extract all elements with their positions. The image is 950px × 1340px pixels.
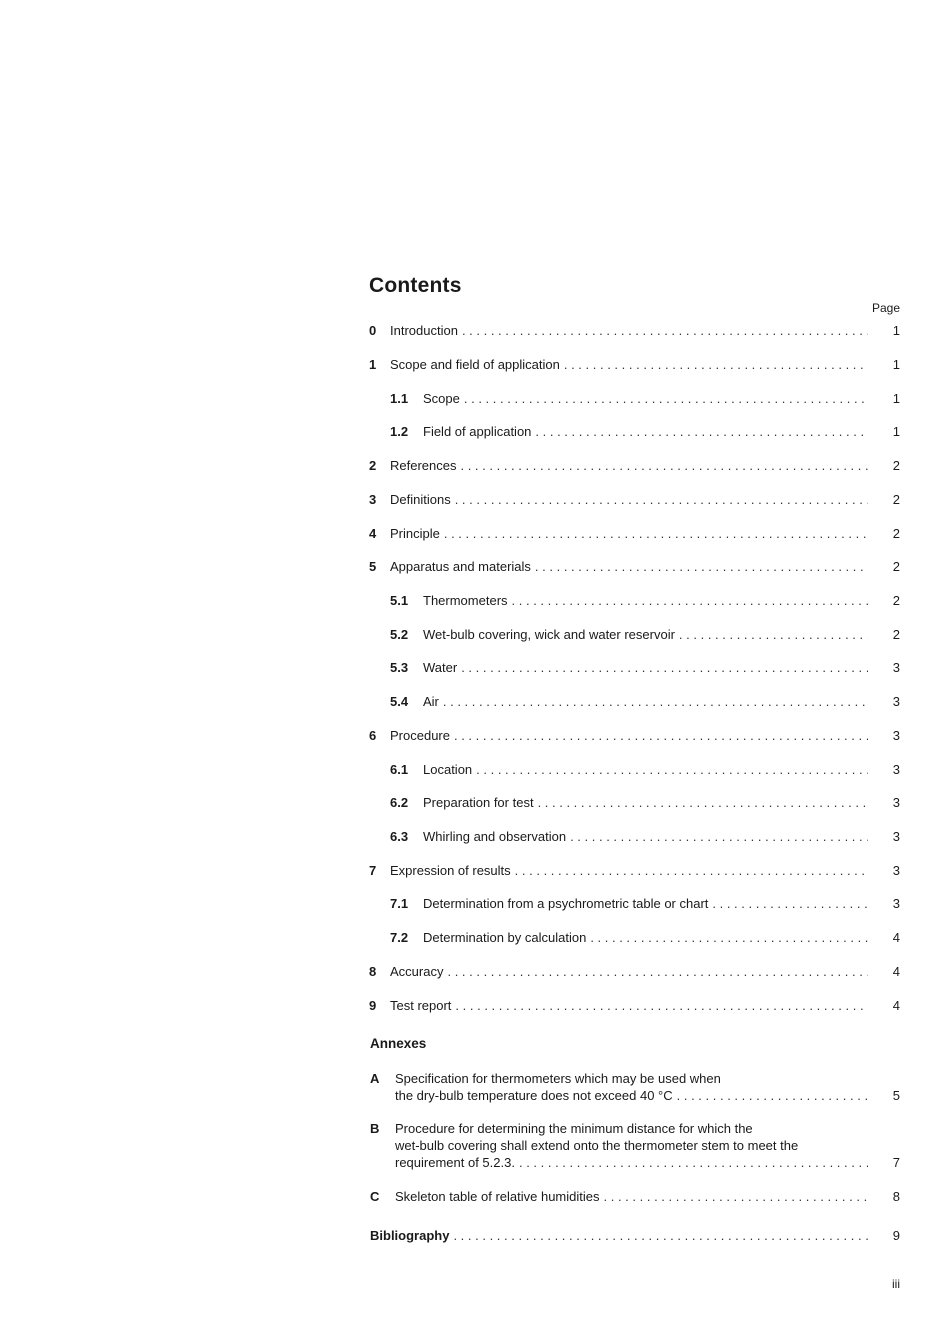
dot-leader bbox=[461, 660, 868, 675]
dot-leader bbox=[535, 559, 868, 574]
toc-entry[interactable] bbox=[369, 998, 900, 1018]
toc-entry-page: 2 bbox=[892, 627, 900, 642]
annex-entry[interactable] bbox=[370, 1120, 900, 1171]
toc-entry[interactable] bbox=[369, 964, 900, 984]
annex-page: 7 bbox=[892, 1155, 900, 1170]
page-title: Contents bbox=[369, 274, 462, 297]
page-folio: iii bbox=[892, 1277, 900, 1291]
dot-leader bbox=[455, 492, 868, 507]
toc-entry-number: 6.3 bbox=[390, 829, 409, 844]
toc-entry-label: Accuracy bbox=[390, 964, 444, 979]
toc-entry-page: 3 bbox=[892, 863, 900, 878]
toc-entry-page: 2 bbox=[892, 559, 900, 574]
toc-entry[interactable] bbox=[369, 795, 900, 815]
toc-entry-page: 4 bbox=[892, 930, 900, 945]
toc-entry-label: Water bbox=[423, 660, 458, 675]
toc-entry-label: Wet-bulb covering, wick and water reservoir bbox=[423, 627, 675, 642]
dot-leader bbox=[570, 829, 868, 844]
toc-entry-number: 1.1 bbox=[390, 391, 409, 406]
toc-entry-label: Apparatus and materials bbox=[390, 559, 531, 574]
annex-entry[interactable] bbox=[370, 1188, 900, 1205]
annex-title-line: the dry-bulb temperature does not exceed 40 °C bbox=[395, 1088, 673, 1103]
toc-entry-number: 9 bbox=[369, 998, 377, 1013]
toc-entry-number: 7.1 bbox=[390, 896, 409, 911]
dot-leader bbox=[453, 1228, 868, 1243]
dot-leader bbox=[464, 391, 868, 406]
toc-entry-label: Determination from a psychrometric table or chart bbox=[423, 896, 709, 911]
toc-entry-label: Definitions bbox=[390, 492, 451, 507]
toc-entry-label: Introduction bbox=[390, 323, 458, 338]
toc-entry-number: 8 bbox=[369, 964, 377, 979]
dot-leader bbox=[515, 863, 868, 878]
toc-entry-page: 3 bbox=[892, 660, 900, 675]
toc-entry-label: Air bbox=[423, 694, 439, 709]
page-column-header: Page bbox=[871, 301, 900, 315]
toc-entry-label: Whirling and observation bbox=[423, 829, 567, 844]
toc-entry[interactable] bbox=[369, 492, 900, 512]
toc-entry-number: 1 bbox=[369, 357, 377, 372]
dot-leader bbox=[604, 1188, 868, 1205]
toc-entry-number: 6.1 bbox=[390, 762, 409, 777]
toc-entry-number: 3 bbox=[369, 492, 377, 507]
toc-entry[interactable] bbox=[369, 391, 900, 411]
toc-entry-label: References bbox=[390, 458, 457, 473]
toc-entry-page: 1 bbox=[892, 424, 900, 439]
toc-entry-label: Location bbox=[423, 762, 473, 777]
toc-entry-page: 2 bbox=[892, 458, 900, 473]
toc-entry-number: 0 bbox=[369, 323, 377, 338]
toc-entry-page: 3 bbox=[892, 694, 900, 709]
toc-entry-label: Preparation for test bbox=[423, 795, 534, 810]
toc-entry-label: Scope bbox=[423, 391, 460, 406]
annex-letter: B bbox=[370, 1121, 380, 1136]
annex-title-line: Skeleton table of relative humidities bbox=[395, 1189, 600, 1204]
toc-entry-page: 2 bbox=[892, 593, 900, 608]
toc-entry[interactable] bbox=[369, 593, 900, 613]
dot-leader bbox=[447, 964, 868, 979]
toc-entry[interactable] bbox=[369, 896, 900, 916]
dot-leader bbox=[679, 627, 868, 642]
toc-entry-page: 4 bbox=[892, 998, 900, 1013]
dot-leader bbox=[455, 998, 868, 1013]
annex-title-line: wet-bulb covering shall extend onto the thermometer stem to meet the bbox=[395, 1138, 799, 1153]
toc-entry-page: 1 bbox=[892, 391, 900, 406]
toc-entry-label: Determination by calculation bbox=[423, 930, 587, 945]
toc-entry-number: 6.2 bbox=[390, 795, 409, 810]
toc-entry[interactable] bbox=[369, 526, 900, 546]
dot-leader bbox=[590, 930, 868, 945]
dot-leader bbox=[538, 795, 868, 810]
dot-leader bbox=[535, 424, 868, 439]
dot-leader bbox=[712, 896, 868, 911]
annex-entry[interactable] bbox=[370, 1070, 900, 1104]
toc-entry[interactable] bbox=[369, 728, 900, 748]
toc-entry-page: 3 bbox=[892, 762, 900, 777]
toc-entry-number: 1.2 bbox=[390, 424, 409, 439]
toc-entry[interactable] bbox=[369, 424, 900, 444]
toc-entry-page: 2 bbox=[892, 526, 900, 541]
toc-entry-number: 4 bbox=[369, 526, 377, 541]
annex-title-line: Procedure for determining the minimum distance for which the bbox=[395, 1121, 753, 1136]
dot-leader bbox=[462, 323, 868, 338]
toc-entry-number: 7 bbox=[369, 863, 377, 878]
toc-entry-number: 5.1 bbox=[390, 593, 409, 608]
toc-entry-page: 3 bbox=[892, 896, 900, 911]
toc-entry[interactable] bbox=[369, 930, 900, 950]
toc-entry-page: 4 bbox=[892, 964, 900, 979]
annex-page: 8 bbox=[892, 1189, 900, 1204]
dot-leader bbox=[460, 458, 868, 473]
annexes-heading: Annexes bbox=[370, 1036, 427, 1051]
toc-entry[interactable] bbox=[369, 627, 900, 647]
toc-entry[interactable] bbox=[369, 357, 900, 377]
dot-leader bbox=[454, 728, 868, 743]
toc-entry-label: Field of application bbox=[423, 424, 532, 439]
annex-title-line: Specification for thermometers which may be used when bbox=[395, 1071, 721, 1086]
toc-entry[interactable] bbox=[369, 323, 900, 343]
annex-title-line: requirement of 5.2.3. bbox=[395, 1155, 515, 1170]
dot-leader bbox=[564, 357, 868, 372]
toc-entry-page: 1 bbox=[892, 357, 900, 372]
toc-entry-number: 5.4 bbox=[390, 694, 409, 709]
toc-entry-label: Procedure bbox=[390, 728, 450, 743]
toc-entry-page: 3 bbox=[892, 728, 900, 743]
annex-letter: A bbox=[370, 1071, 380, 1086]
toc-entry-number: 5.2 bbox=[390, 627, 409, 642]
toc-entry[interactable] bbox=[369, 660, 900, 680]
toc-entry-page: 2 bbox=[892, 492, 900, 507]
dot-leader bbox=[512, 593, 868, 608]
annex-letter: C bbox=[370, 1189, 380, 1204]
dot-leader bbox=[476, 762, 868, 777]
bibliography-page: 9 bbox=[892, 1228, 900, 1243]
dot-leader bbox=[677, 1087, 868, 1104]
toc-entry-number: 5.3 bbox=[390, 660, 409, 675]
toc-entry[interactable] bbox=[369, 458, 900, 478]
toc-entry[interactable] bbox=[369, 829, 900, 849]
bibliography-label: Bibliography bbox=[370, 1228, 450, 1243]
toc-entry-page: 3 bbox=[892, 795, 900, 810]
toc-entry-page: 1 bbox=[892, 323, 900, 338]
toc-entry-page: 3 bbox=[892, 829, 900, 844]
toc-entry-label: Expression of results bbox=[390, 863, 511, 878]
toc-entry-number: 5 bbox=[369, 559, 377, 574]
toc-entry-label: Thermometers bbox=[423, 593, 508, 608]
toc-entry-label: Test report bbox=[390, 998, 452, 1013]
dot-leader bbox=[443, 694, 868, 709]
toc-entry-number: 6 bbox=[369, 728, 377, 743]
toc-entry[interactable] bbox=[369, 694, 900, 714]
toc-entry[interactable] bbox=[369, 762, 900, 782]
toc-entry-label: Principle bbox=[390, 526, 440, 541]
dot-leader bbox=[444, 526, 868, 541]
dot-leader bbox=[519, 1154, 868, 1171]
toc-entry-number: 2 bbox=[369, 458, 377, 473]
toc-entry[interactable] bbox=[369, 559, 900, 579]
toc-entry-label: Scope and field of application bbox=[390, 357, 560, 372]
toc-entry[interactable] bbox=[369, 863, 900, 883]
toc-entry-number: 7.2 bbox=[390, 930, 409, 945]
annex-page: 5 bbox=[892, 1088, 900, 1103]
